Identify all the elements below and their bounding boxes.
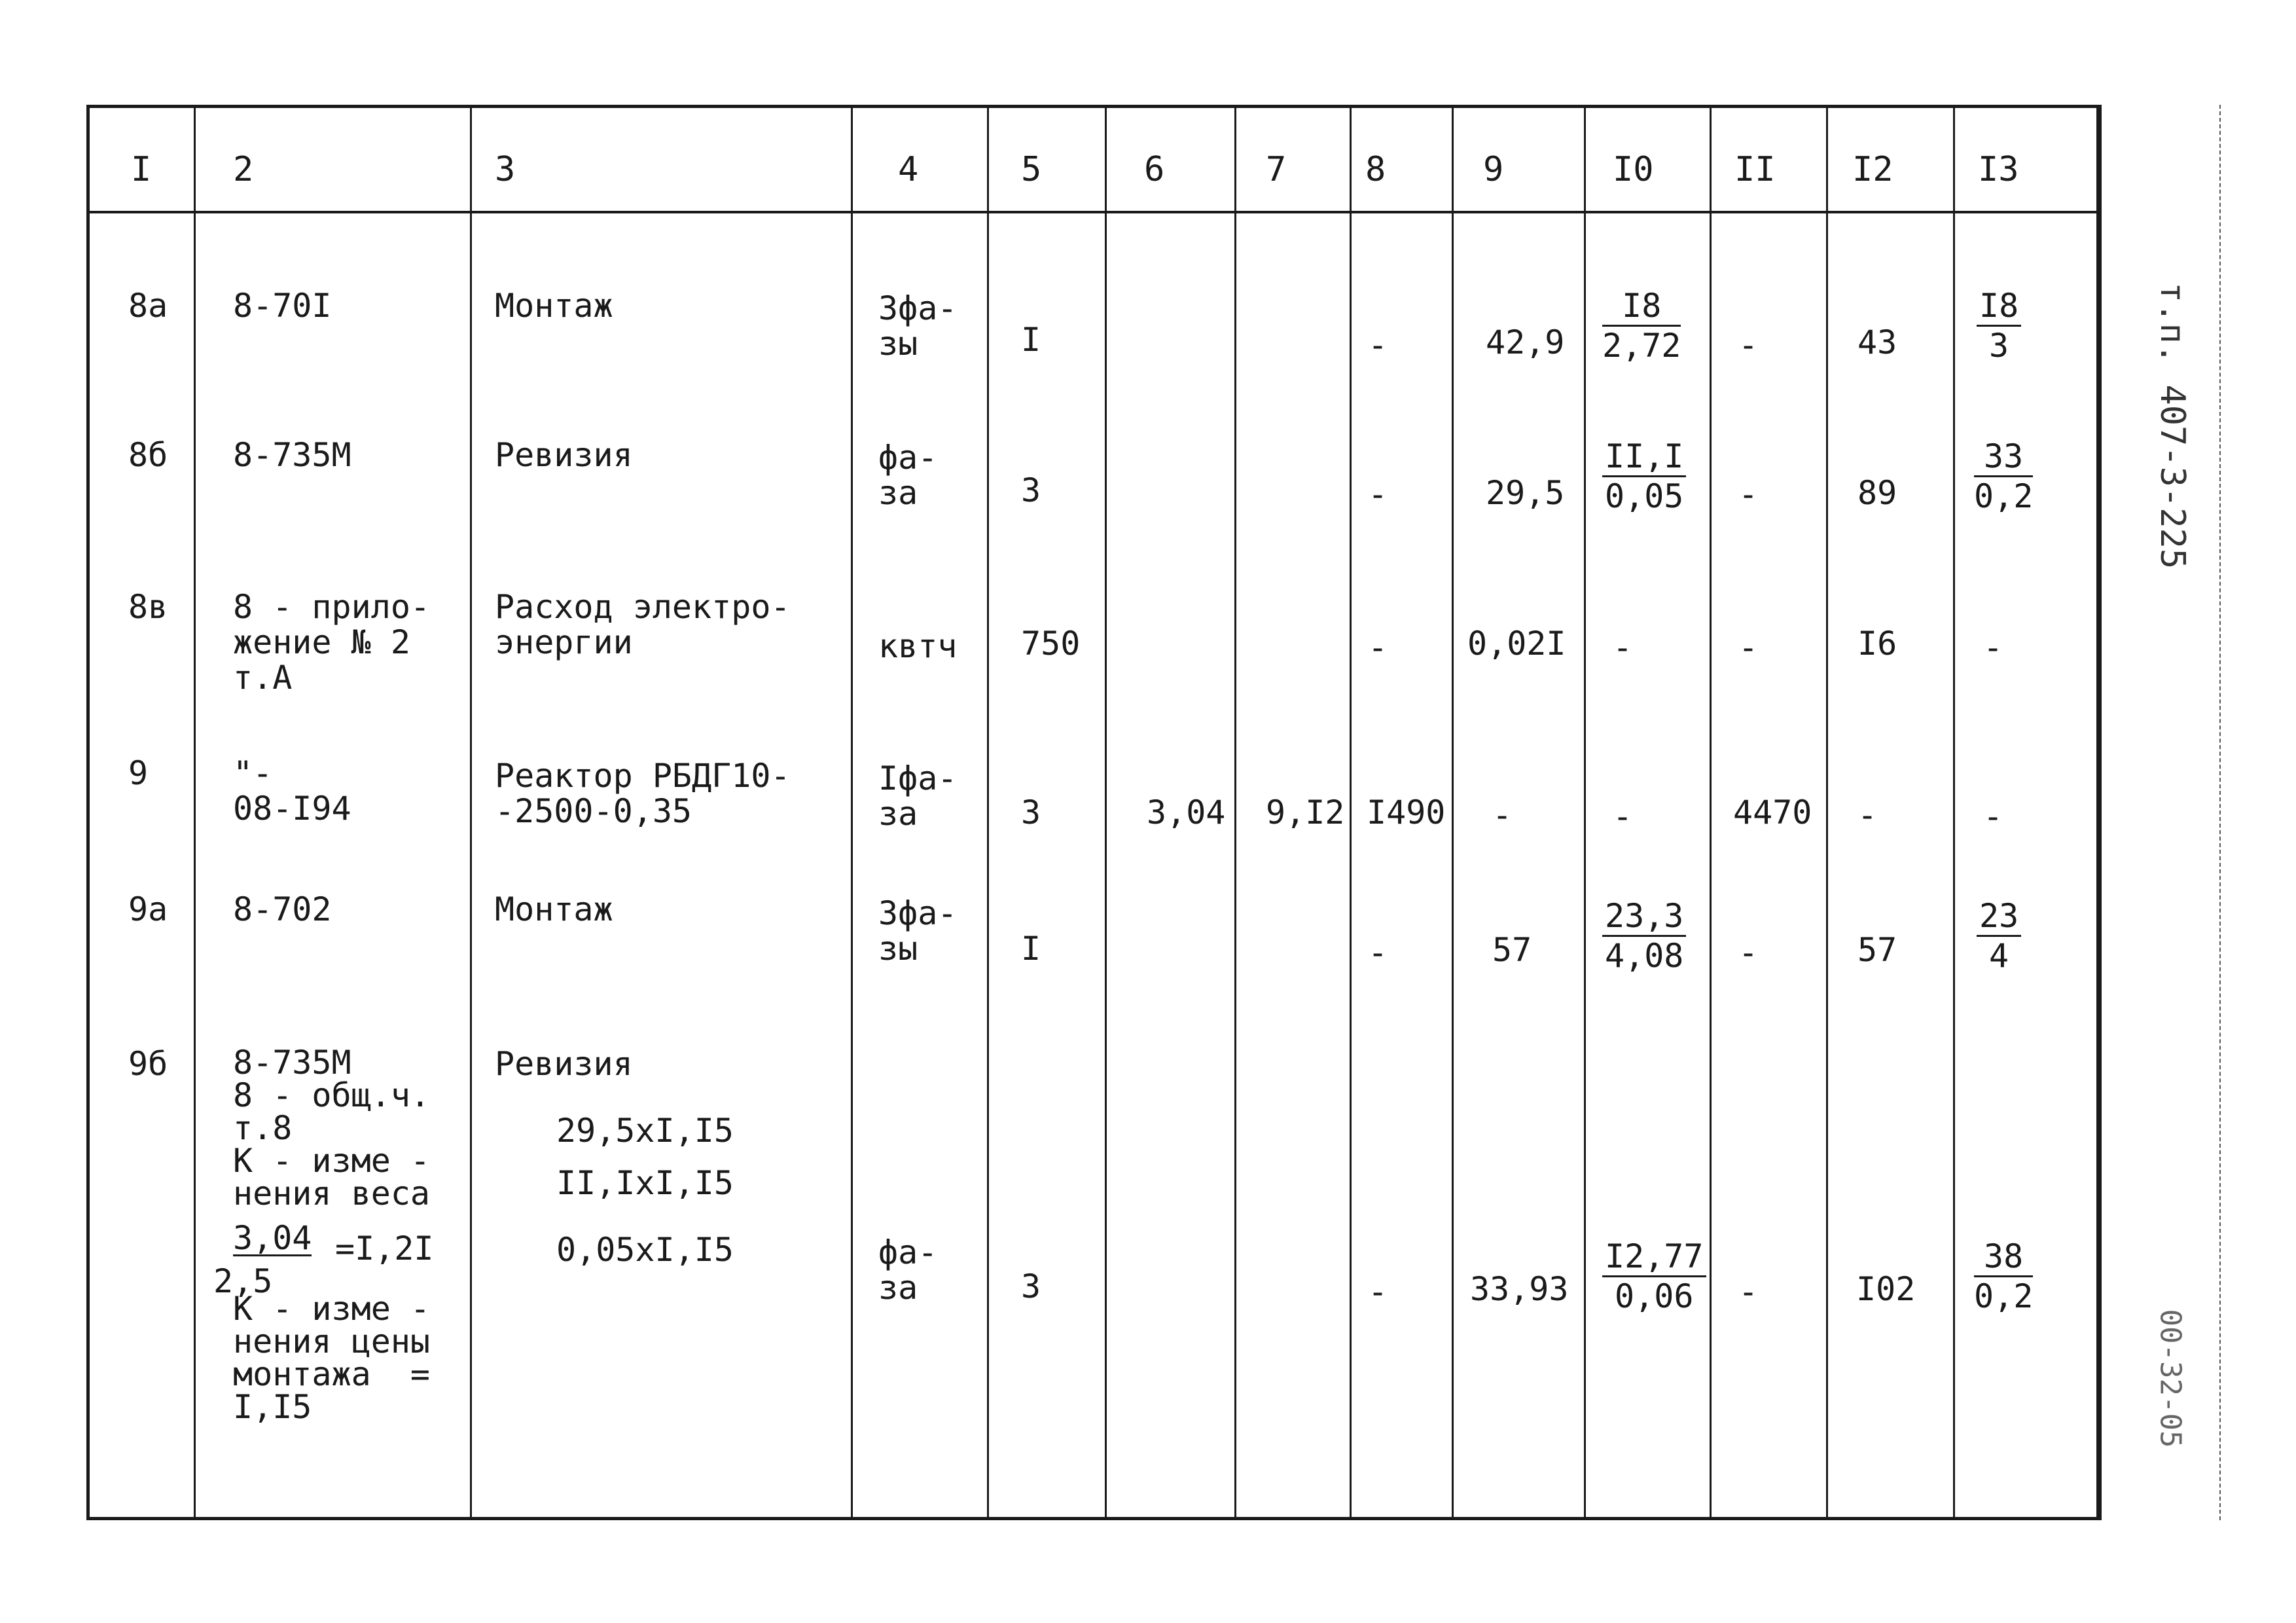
fraction: [1602, 287, 1681, 365]
denominator: 0,05: [1605, 477, 1684, 515]
numerator: 23: [1977, 897, 2021, 937]
numerator: I8: [1977, 287, 2021, 327]
weight-factor-numerator: 3,04: [233, 1219, 312, 1257]
cell-value: I02: [1856, 1270, 1916, 1308]
cell-value: -: [1983, 797, 2003, 835]
calc-line: II,IхI,I5: [556, 1164, 734, 1202]
price-factor-note: К - изме - нения цены монтажа = I,I5: [233, 1290, 431, 1426]
col-divider: [1350, 105, 1352, 1520]
cell-value: 43: [1857, 323, 1897, 361]
unit: фа- за: [878, 1233, 938, 1307]
header-cell: 2: [233, 150, 254, 189]
denominator: 4: [1989, 937, 2009, 975]
cell-value: I490: [1367, 793, 1446, 831]
header-divider: [86, 211, 2100, 213]
cell-value: 4470: [1733, 793, 1812, 831]
header-cell: II: [1734, 150, 1776, 189]
row-number: 8в: [128, 588, 168, 626]
quantity: I: [1021, 930, 1041, 968]
quantity: 3: [1021, 471, 1041, 509]
col-divider: [1234, 105, 1236, 1520]
header-cell: I3: [1978, 150, 2019, 189]
denominator: 0,2: [1974, 1277, 2034, 1315]
numerator: 33: [1974, 437, 2033, 477]
cell-value: -: [1368, 1273, 1388, 1311]
col-divider: [1953, 105, 1955, 1520]
cell-value: -: [1368, 326, 1388, 364]
cell-value: -: [1857, 796, 1878, 834]
calc-line: 0,05хI,I5: [556, 1231, 734, 1269]
row-number: 9: [128, 754, 149, 792]
header-cell: 7: [1266, 150, 1287, 189]
cell-value: -: [1738, 475, 1759, 513]
denominator: 0,2: [1974, 477, 2034, 515]
quantity: I: [1021, 321, 1041, 359]
cell-value: -: [1738, 629, 1759, 666]
header-cell: I2: [1852, 150, 1893, 189]
document-code-stamp: т.п. 407-3-225: [2153, 282, 2193, 570]
denominator: 0,06: [1615, 1277, 1694, 1315]
cell-value: I6: [1857, 625, 1897, 663]
fraction: [1602, 437, 1686, 515]
cell-value: -: [1368, 475, 1388, 513]
cell-value: 33,93: [1470, 1270, 1569, 1308]
numerator: I8: [1602, 287, 1681, 327]
numerator: 23,3: [1602, 897, 1686, 937]
fraction: [1602, 1237, 1706, 1315]
cell-value: 29,5: [1486, 474, 1565, 512]
unit: Iфа- за: [878, 759, 958, 833]
header-cell: 4: [898, 150, 919, 189]
cell-value: -: [1368, 934, 1388, 972]
header-cell: 8: [1365, 150, 1386, 189]
cell-value: 57: [1492, 931, 1532, 969]
work-name: Монтаж: [495, 287, 613, 325]
header-cell: 9: [1483, 150, 1504, 189]
col-divider: [194, 105, 196, 1520]
norm-code: 8-735М: [233, 436, 351, 474]
cell-value: -: [1368, 629, 1388, 666]
cell-value: -: [1738, 326, 1759, 364]
sheet-code-stamp: 00-32-05: [2153, 1309, 2187, 1448]
work-name: Монтаж: [495, 890, 613, 928]
unit: Зфа- зы: [878, 894, 958, 968]
fraction: [1977, 287, 2021, 365]
col-divider: [1452, 105, 1454, 1520]
cell-value: 89: [1857, 474, 1897, 512]
row-number: 9а: [128, 890, 168, 928]
cell-value: 57: [1857, 931, 1897, 969]
cell-value: -: [1738, 934, 1759, 972]
denominator: 2,72: [1602, 327, 1681, 365]
col-divider: [1105, 105, 1107, 1520]
fraction: [1974, 1237, 2033, 1315]
quantity: 3: [1021, 793, 1041, 831]
numerator: I2,77: [1602, 1237, 1706, 1277]
norm-code: 8-70I: [233, 287, 332, 325]
weight-factor-denominator: 2,5: [213, 1262, 273, 1300]
work-name: Реактор РБДГ10- -2500-0,35: [495, 757, 791, 830]
fraction: [1602, 897, 1686, 975]
norm-code: 8 - прило- жение № 2 т.А: [233, 588, 431, 697]
cell-value: 0,02I: [1467, 625, 1566, 663]
denominator: 3: [1989, 327, 2009, 365]
col-divider: [470, 105, 472, 1520]
fraction: [1974, 437, 2033, 515]
unit: квтч: [878, 627, 958, 665]
numerator: 38: [1974, 1237, 2033, 1277]
col-divider: [1710, 105, 1712, 1520]
calc-line: 29,5хI,I5: [556, 1112, 734, 1150]
unit: фа- за: [878, 439, 938, 512]
cell-value: -: [1492, 796, 1513, 834]
work-name: Ревизия: [495, 1045, 633, 1083]
row-number: 8а: [128, 287, 168, 325]
row-number: 8б: [128, 436, 168, 474]
cell-value: -: [1613, 629, 1633, 666]
col-divider: [1584, 105, 1586, 1520]
header-cell: 5: [1021, 150, 1042, 189]
norm-code: "- 08-I94: [233, 754, 351, 828]
col-divider: [987, 105, 989, 1520]
cell-value: 9,I2: [1266, 793, 1345, 831]
cell-value: -: [1613, 797, 1633, 835]
quantity: 3: [1021, 1267, 1041, 1305]
cell-value: -: [1738, 1273, 1759, 1311]
numerator: II,I: [1602, 437, 1686, 477]
cell-value: 42,9: [1486, 323, 1565, 361]
denominator: 4,08: [1605, 937, 1684, 975]
work-name: Расход электро- энергии: [495, 588, 791, 661]
col-divider: [851, 105, 853, 1520]
weight-factor-value: =I,2I: [335, 1230, 434, 1267]
norm-code: 8-702: [233, 890, 332, 928]
unit: Зфа- зы: [878, 289, 958, 363]
col-divider: [1826, 105, 1828, 1520]
cell-value: -: [1983, 629, 2003, 666]
fraction: [1977, 897, 2021, 975]
work-name: Ревизия: [495, 436, 633, 474]
header-cell: I0: [1613, 150, 1654, 189]
header-cell: I: [131, 150, 152, 189]
header-cell: 6: [1144, 150, 1165, 189]
quantity: 750: [1021, 625, 1081, 663]
cell-value: 3,04: [1147, 793, 1226, 831]
header-cell: 3: [495, 150, 516, 189]
norm-code-note: 8-735М 8 - общ.ч. т.8 К - изме - нения веса: [233, 1044, 431, 1213]
row-number: 9б: [128, 1045, 168, 1083]
